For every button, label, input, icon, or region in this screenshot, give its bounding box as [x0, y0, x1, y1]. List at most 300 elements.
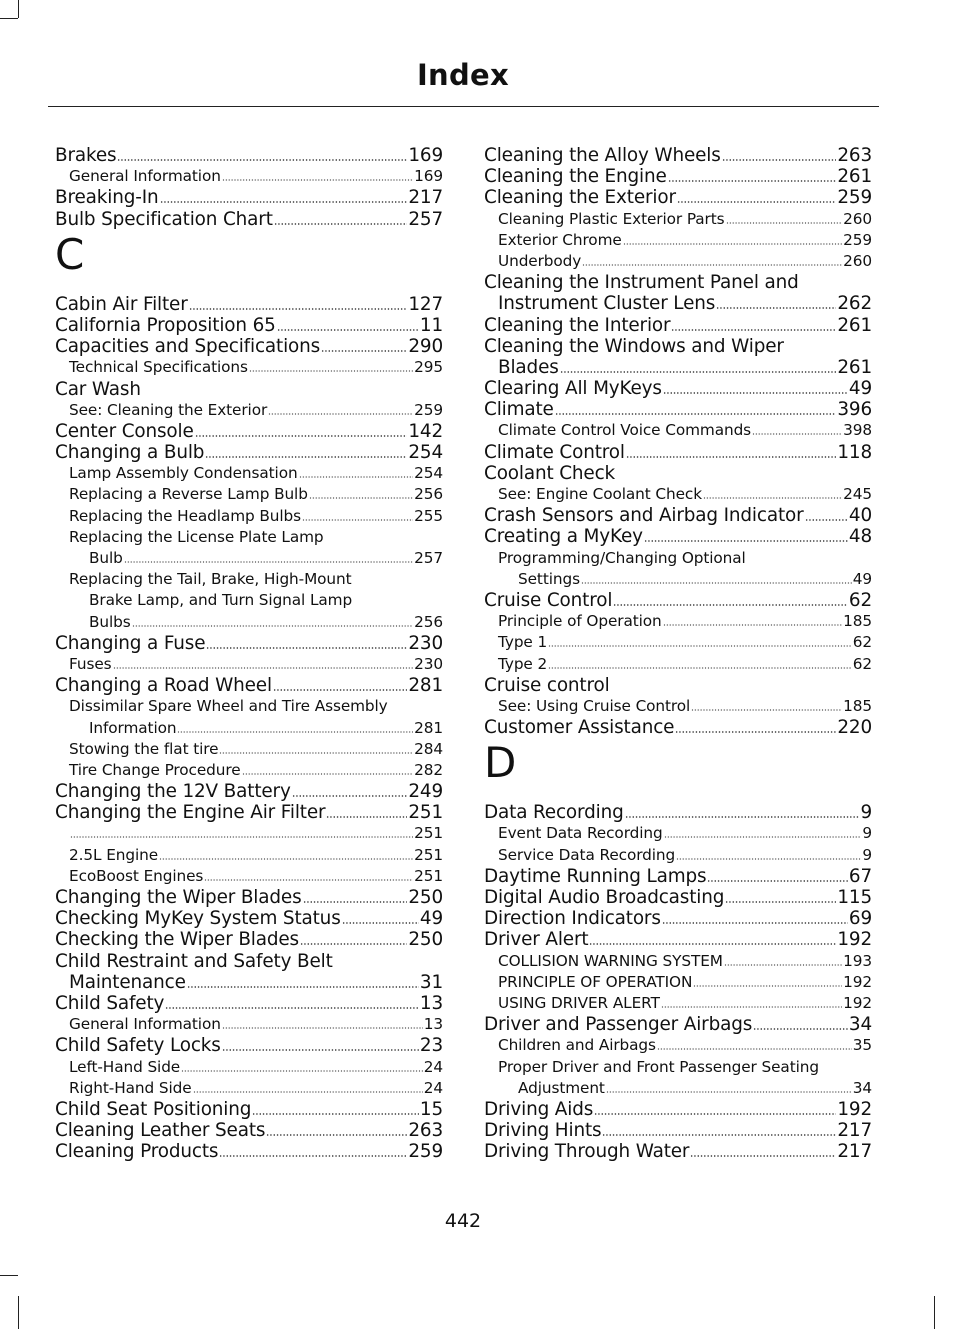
entry-label: Clearing All MyKeys — [484, 378, 662, 400]
dot-leader — [342, 922, 419, 924]
dot-leader — [206, 647, 407, 649]
dot-leader — [724, 964, 842, 966]
entry-label: Principle of Operation — [498, 612, 662, 631]
entry-label: Blades — [498, 356, 559, 378]
entry-page-number: 249 — [408, 781, 443, 803]
entry-page-number: 9 — [862, 845, 872, 864]
index-subentry — [55, 760, 443, 781]
entry-page-number: 48 — [848, 526, 872, 548]
entry-page-number: 69 — [848, 908, 872, 930]
entry-page-number: 256 — [414, 612, 443, 631]
index-entry — [484, 887, 872, 908]
index-entry — [484, 675, 872, 696]
entry-page-number: 35 — [852, 1036, 872, 1055]
entry-label: Driving Aids — [484, 1098, 594, 1120]
index-subentry — [484, 230, 872, 251]
entry-label: Cleaning the Interior — [484, 314, 671, 336]
index-subentry — [55, 357, 443, 378]
entry-page-number: 115 — [837, 887, 872, 908]
entry-label: Stowing the flat tire — [69, 739, 219, 758]
dot-leader — [181, 1070, 423, 1072]
entry-page-number: 290 — [408, 336, 443, 358]
entry-label: Cleaning the Engine — [484, 166, 667, 188]
entry-label: Data Recording — [484, 802, 624, 824]
dot-leader — [277, 329, 419, 331]
dot-leader — [160, 201, 408, 203]
dot-leader — [626, 456, 837, 458]
index-column-left — [55, 145, 443, 1162]
index-subentry — [484, 569, 872, 590]
entry-label: Cruise control — [484, 674, 610, 696]
section-letter: D — [484, 738, 517, 788]
index-entry — [484, 145, 872, 166]
entry-label: Bulbs — [89, 612, 131, 631]
entry-label: Driver Alert — [484, 929, 589, 951]
index-entry — [484, 526, 872, 547]
dot-leader — [657, 1048, 852, 1050]
index-entry — [484, 187, 872, 208]
dot-leader — [582, 264, 842, 266]
index-entry — [55, 802, 443, 823]
index-entry — [484, 717, 872, 738]
dot-leader — [249, 370, 413, 372]
dot-leader — [752, 433, 842, 435]
dot-leader — [302, 519, 413, 521]
entry-page-number: 230 — [408, 632, 443, 654]
entry-page-number: 62 — [852, 633, 872, 652]
entry-page-number: 260 — [843, 209, 872, 228]
entry-label: Cleaning Plastic Exterior Parts — [498, 209, 725, 228]
crop-mark-bottom-left-h — [0, 1275, 18, 1276]
index-entry — [55, 908, 443, 929]
index-entry — [55, 929, 443, 950]
section-letter: C — [55, 229, 85, 279]
dot-leader — [555, 413, 837, 415]
dot-leader — [177, 731, 413, 733]
entry-page-number: 262 — [837, 293, 872, 315]
dot-leader — [219, 1155, 407, 1157]
index-entry — [55, 336, 443, 357]
index-subentry — [484, 1057, 872, 1078]
entry-page-number: 67 — [848, 865, 872, 887]
dot-leader — [594, 1113, 836, 1115]
index-subentry — [55, 612, 443, 633]
index-subentry — [484, 1035, 872, 1056]
index-subentry — [55, 400, 443, 421]
entry-label: General Information — [69, 167, 221, 186]
index-subentry — [484, 951, 872, 972]
entry-label: General Information — [69, 1015, 221, 1034]
index-subentry — [484, 972, 872, 993]
dot-leader — [581, 582, 852, 584]
entry-label: Changing a Road Wheel — [55, 675, 272, 697]
entry-page-number: 217 — [837, 1120, 872, 1142]
entry-page-number: 250 — [408, 929, 443, 951]
entry-page-number: 127 — [408, 293, 443, 315]
index-entry — [484, 1120, 872, 1141]
index-subentry — [55, 463, 443, 484]
index-entry — [484, 866, 872, 887]
dot-leader — [326, 816, 407, 818]
entry-page-number: 118 — [837, 441, 872, 463]
entry-page-number: 49 — [848, 378, 872, 400]
entry-label: Digital Audio Broadcasting — [484, 887, 725, 908]
dot-leader — [691, 709, 842, 711]
index-subentry — [484, 696, 872, 717]
dot-leader — [204, 879, 413, 881]
dot-leader — [187, 986, 419, 988]
entry-page-number: 62 — [848, 589, 872, 611]
dot-leader — [690, 1155, 836, 1157]
dot-leader — [205, 456, 407, 458]
index-entry — [55, 294, 443, 315]
entry-label: See: Engine Coolant Check — [498, 485, 702, 503]
entry-page-number: 49 — [419, 908, 443, 930]
entry-label: Fuses — [69, 654, 112, 673]
dot-leader — [222, 179, 413, 181]
entry-label: Service Data Recording — [498, 845, 676, 864]
entry-label: Cleaning the Windows and Wiper — [484, 335, 784, 357]
entry-label: Cleaning the Instrument Panel and — [484, 272, 799, 294]
index-subentry — [484, 1078, 872, 1099]
dot-leader — [242, 773, 414, 775]
dot-leader — [193, 1091, 423, 1093]
index-entry — [484, 463, 872, 484]
entry-label: COLLISION WARNING SYSTEM — [498, 951, 723, 970]
dot-leader — [70, 836, 413, 838]
dot-leader — [195, 435, 408, 437]
entry-page-number: 245 — [843, 485, 872, 503]
index-entry — [484, 378, 872, 399]
entry-label: Exterior Chrome — [498, 230, 622, 249]
dot-leader — [159, 858, 413, 860]
entry-page-number: 13 — [423, 1015, 443, 1034]
index-subentry — [484, 420, 872, 441]
entry-page-number: 255 — [414, 506, 443, 525]
entry-label: Car Wash — [55, 378, 141, 400]
entry-label: Driving Hints — [484, 1120, 602, 1142]
entry-label: California Proposition 65 — [55, 314, 276, 336]
index-entry — [484, 442, 872, 463]
entry-label: Cruise Control — [484, 589, 613, 611]
index-entry — [55, 442, 443, 463]
entry-label: Maintenance — [69, 971, 186, 993]
dot-leader — [309, 497, 413, 499]
entry-page-number: 259 — [837, 187, 872, 209]
index-subentry — [484, 823, 872, 844]
crop-mark-top-left-h — [0, 18, 18, 19]
dot-leader — [664, 836, 862, 838]
entry-page-number: 259 — [414, 400, 443, 419]
entry-page-number: 192 — [837, 929, 872, 951]
entry-page-number: 281 — [408, 675, 443, 697]
entry-page-number: 34 — [852, 1078, 872, 1097]
entry-label: Direction Indicators — [484, 908, 661, 930]
entry-label: See: Using Cruise Control — [498, 696, 691, 715]
entry-page-number: 281 — [414, 718, 443, 737]
dot-leader — [268, 413, 413, 415]
entry-label: Breaking-In — [55, 187, 159, 209]
page-title: Index — [416, 58, 510, 92]
entry-label: USING DRIVER ALERT — [498, 993, 660, 1012]
dot-leader — [189, 308, 408, 310]
index-entry — [55, 421, 443, 442]
index-entry — [55, 675, 443, 696]
index-entry — [55, 633, 443, 654]
index-entry — [55, 781, 443, 802]
dot-leader — [132, 625, 413, 627]
dot-leader — [303, 901, 408, 903]
index-subentry — [55, 1078, 443, 1099]
entry-label: Climate Control — [484, 441, 625, 463]
index-entry — [55, 145, 443, 166]
entry-label: Lamp Assembly Condensation — [69, 464, 298, 483]
dot-leader — [707, 880, 847, 882]
dot-leader — [726, 222, 843, 224]
index-subentry — [484, 484, 872, 505]
entry-label: Brake Lamp, and Turn Signal Lamp — [89, 591, 353, 610]
dot-leader — [299, 476, 414, 478]
entry-label: Changing the 12V Battery — [55, 781, 291, 803]
index-entry — [484, 505, 872, 526]
index-subentry — [55, 739, 443, 760]
dot-leader — [625, 816, 860, 818]
entry-page-number: 217 — [837, 1141, 872, 1163]
index-entry — [484, 399, 872, 420]
index-subentry — [484, 993, 872, 1014]
entry-page-number: 284 — [414, 739, 443, 758]
dot-leader — [671, 329, 836, 331]
index-subentry — [484, 251, 872, 272]
entry-label: Right-Hand Side — [69, 1078, 192, 1097]
entry-page-number: 398 — [843, 421, 872, 440]
entry-page-number: 259 — [408, 1141, 443, 1163]
dot-leader — [668, 180, 837, 182]
dot-leader — [321, 350, 407, 352]
index-subentry — [55, 484, 443, 505]
index-subentry — [55, 590, 443, 611]
entry-label: Event Data Recording — [498, 824, 663, 843]
dot-leader — [602, 1134, 836, 1136]
entry-page-number: 282 — [414, 760, 443, 779]
dot-leader — [753, 1028, 848, 1030]
entry-label: Driver and Passenger Airbags — [484, 1014, 753, 1036]
entry-label: Left-Hand Side — [69, 1057, 181, 1076]
entry-label: Replacing the Tail, Brake, High-Mount — [69, 570, 352, 589]
entry-page-number: 192 — [843, 993, 872, 1012]
entry-label: Programming/Changing Optional — [498, 548, 746, 567]
dot-leader — [548, 645, 852, 647]
index-entry — [55, 187, 443, 208]
index-entry — [484, 929, 872, 950]
index-subentry — [484, 845, 872, 866]
entry-label: Child Safety Locks — [55, 1035, 221, 1057]
dot-leader — [677, 201, 836, 203]
entry-label: Child Seat Positioning — [55, 1098, 252, 1120]
index-subentry — [55, 166, 443, 187]
index-entry — [484, 272, 872, 293]
entry-label: Type 2 — [498, 654, 548, 673]
entry-label: Checking the Wiper Blades — [55, 929, 299, 951]
entry-label: Capacities and Specifications — [55, 336, 321, 358]
index-subentry — [484, 548, 872, 569]
entry-page-number: 251 — [414, 866, 443, 885]
entry-label: Brakes — [55, 145, 117, 166]
entry-page-number: 257 — [414, 549, 443, 567]
index-subentry — [484, 632, 872, 653]
index-subentry — [484, 654, 872, 675]
index-entry — [55, 972, 443, 993]
entry-page-number: 9 — [862, 824, 872, 843]
dot-leader — [274, 223, 408, 225]
index-subentry — [55, 548, 443, 569]
entry-page-number: 24 — [423, 1057, 443, 1076]
dot-leader — [222, 1049, 419, 1051]
entry-label: Child Restraint and Safety Belt — [55, 950, 333, 972]
index-entry — [484, 166, 872, 187]
dot-leader — [716, 307, 836, 309]
entry-page-number: 23 — [419, 1035, 443, 1057]
crop-mark-bottom-left — [18, 1296, 19, 1329]
index-column-right — [484, 145, 872, 1162]
dot-leader — [663, 392, 848, 394]
entry-page-number: 34 — [848, 1014, 872, 1036]
index-subentry — [55, 823, 443, 844]
entry-label: Settings — [518, 569, 580, 588]
index-subentry — [484, 209, 872, 230]
entry-label: Children and Airbags — [498, 1036, 656, 1055]
index-entry — [55, 951, 443, 972]
entry-page-number: 259 — [843, 230, 872, 249]
entry-label: Changing the Wiper Blades — [55, 887, 302, 908]
entry-label: Checking MyKey System Status — [55, 908, 341, 930]
entry-label: Underbody — [498, 251, 582, 270]
entry-label: Cabin Air Filter — [55, 293, 188, 315]
index-entry — [484, 1141, 872, 1162]
dot-leader — [613, 604, 848, 606]
index-entry — [55, 379, 443, 400]
entry-page-number: 295 — [414, 358, 443, 377]
dot-leader — [113, 667, 414, 669]
dot-leader — [676, 858, 861, 860]
entry-page-number: 192 — [837, 1098, 872, 1120]
entry-label: 2.5L Engine — [69, 845, 159, 864]
index-entry — [484, 1099, 872, 1120]
entry-label: Creating a MyKey — [484, 526, 643, 548]
entry-label: Instrument Cluster Lens — [498, 293, 716, 315]
page-number: 442 — [444, 1210, 482, 1232]
entry-page-number: 217 — [408, 187, 443, 209]
dot-leader — [589, 943, 836, 945]
entry-page-number: 62 — [852, 654, 872, 673]
entry-label: Changing a Fuse — [55, 632, 206, 654]
index-entry — [55, 993, 443, 1014]
index-entry — [484, 590, 872, 611]
index-entry — [55, 315, 443, 336]
entry-page-number: 256 — [414, 485, 443, 504]
index-subentry — [55, 654, 443, 675]
entry-page-number: 220 — [837, 717, 872, 739]
entry-label: See: Cleaning the Exterior — [69, 400, 268, 419]
entry-label: Changing a Bulb — [55, 442, 205, 464]
entry-label: Center Console — [55, 420, 194, 442]
title-divider — [48, 106, 879, 107]
entry-label: Replacing a Reverse Lamp Bulb — [69, 485, 308, 504]
index-entry — [55, 1099, 443, 1120]
crop-mark-top-left — [18, 0, 19, 18]
entry-label: Proper Driver and Front Passenger Seating — [498, 1057, 819, 1076]
entry-page-number: 15 — [419, 1098, 443, 1120]
entry-page-number: 257 — [408, 208, 443, 230]
entry-page-number: 9 — [860, 802, 872, 824]
entry-label: Cleaning the Alloy Wheels — [484, 145, 721, 166]
index-subentry — [55, 1014, 443, 1035]
entry-page-number: 230 — [414, 654, 443, 673]
dot-leader — [725, 901, 836, 903]
entry-label: Climate Control Voice Commands — [498, 421, 752, 440]
entry-label: Adjustment — [518, 1078, 605, 1097]
entry-page-number: 261 — [837, 314, 872, 336]
entry-page-number: 254 — [414, 464, 443, 483]
entry-label: Type 1 — [498, 633, 548, 652]
entry-page-number: 260 — [843, 251, 872, 270]
index-subentry — [55, 569, 443, 590]
entry-page-number: 169 — [414, 167, 443, 186]
index-subentry — [55, 866, 443, 887]
entry-page-number: 40 — [848, 505, 872, 527]
entry-label: Replacing the Headlamp Bulbs — [69, 506, 301, 525]
dot-leader — [273, 689, 407, 691]
dot-leader — [252, 1113, 419, 1115]
index-entry — [55, 209, 443, 230]
dot-leader — [222, 1027, 423, 1029]
dot-leader — [722, 159, 837, 161]
entry-label: Daytime Running Lamps — [484, 865, 707, 887]
entry-label: Customer Assistance — [484, 717, 675, 739]
entry-page-number: 13 — [419, 992, 443, 1014]
entry-page-number: 261 — [837, 166, 872, 188]
index-subentry — [55, 1057, 443, 1078]
entry-label: Replacing the License Plate Lamp — [69, 527, 324, 546]
entry-page-number: 263 — [408, 1120, 443, 1142]
dot-leader — [661, 1006, 842, 1008]
index-subentry — [55, 845, 443, 866]
dot-leader — [124, 561, 413, 563]
entry-label: Climate — [484, 399, 554, 421]
entry-label: Child Safety — [55, 992, 165, 1014]
dot-leader — [644, 540, 848, 542]
entry-page-number: 24 — [423, 1078, 443, 1097]
dot-leader — [623, 243, 842, 245]
index-subentry — [55, 527, 443, 548]
entry-label: Changing the Engine Air Filter — [55, 802, 326, 824]
entry-page-number: 193 — [843, 951, 872, 970]
index-entry — [484, 315, 872, 336]
entry-page-number: 261 — [837, 356, 872, 378]
dot-leader — [675, 731, 836, 733]
dot-leader — [693, 985, 842, 987]
dot-leader — [219, 752, 413, 754]
index-entry — [484, 336, 872, 357]
entry-label: Bulb — [89, 549, 123, 567]
entry-label: Dissimilar Spare Wheel and Tire Assembly — [69, 697, 388, 716]
entry-page-number: 185 — [843, 696, 872, 715]
entry-label: Crash Sensors and Airbag Indicator — [484, 505, 804, 527]
entry-page-number: 49 — [852, 569, 872, 588]
entry-label: Cleaning Leather Seats — [55, 1120, 266, 1142]
crop-mark-bottom-right — [934, 1296, 935, 1329]
dot-leader — [165, 1007, 419, 1009]
